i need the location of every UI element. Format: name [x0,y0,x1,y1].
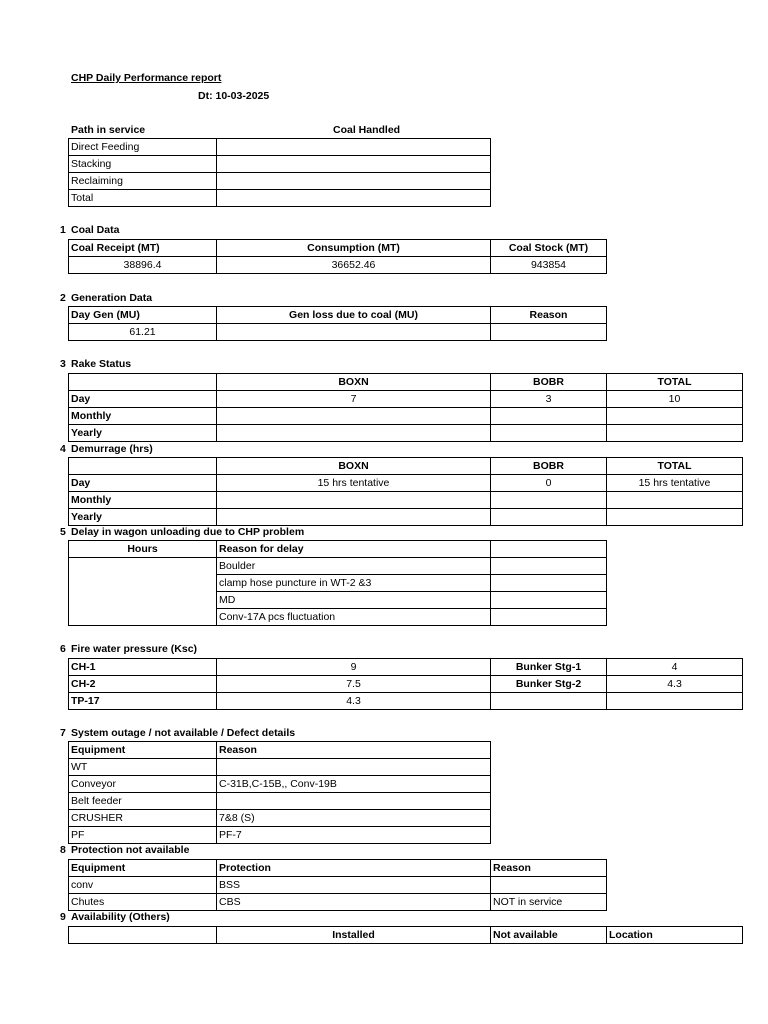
bobr-value [491,492,607,509]
section-title: Delay in wagon unloading due to CHP problem [71,526,305,538]
total-value: 10 [607,391,743,408]
path-in-service-header: Path in service [71,124,146,136]
table-header-row [69,458,743,475]
empty-cell [491,609,607,626]
row-label: Monthly [69,408,217,425]
column-header: Reason for delay [217,541,491,558]
column-header: Installed [217,927,491,944]
table-header-row [69,541,607,558]
column-header: Reason [491,860,607,877]
protection-cell: BSS [217,877,491,894]
pressure-value: 9 [217,659,491,676]
fire-water-table [68,658,743,710]
column-header: Coal Receipt (MT) [69,240,217,257]
boxn-value [217,408,491,425]
empty-cell [491,541,607,558]
row-label: Day [69,475,217,492]
empty-cell [69,458,217,475]
gen-loss-value [217,324,491,341]
table-row [69,558,607,575]
equipment-cell: Belt feeder [69,793,217,810]
section-number: 6 [60,643,66,655]
column-header: BOBR [491,374,607,391]
table-row [69,475,743,492]
row-label: Monthly [69,492,217,509]
pressure-value: 4.3 [607,676,743,693]
table-header-row [69,860,607,877]
coal-handled-cell [217,190,491,207]
row-label [491,693,607,710]
column-header: TOTAL [607,458,743,475]
reason-cell [491,877,607,894]
coal-handled-cell [217,173,491,190]
boxn-value [217,492,491,509]
reason-cell [217,793,491,810]
reason-cell [217,759,491,776]
pressure-value: 4.3 [217,693,491,710]
equipment-cell: Conveyor [69,776,217,793]
empty-cell [491,558,607,575]
bobr-value [491,425,607,442]
column-header: Gen loss due to coal (MU) [217,307,491,324]
protection-table [68,859,607,911]
table-row [69,810,491,827]
total-value [607,425,743,442]
section-number: 3 [60,358,66,370]
table-row [69,676,743,693]
equipment-cell: conv [69,877,217,894]
empty-cell [491,575,607,592]
column-header: Hours [69,541,217,558]
pressure-value: 7.5 [217,676,491,693]
bobr-value [491,509,607,526]
total-value: 15 hrs tentative [607,475,743,492]
section-title: Rake Status [71,358,132,370]
total-value [607,408,743,425]
table-row [69,408,743,425]
reason-cell: NOT in service [491,894,607,911]
column-header: Location [607,927,743,944]
equipment-cell: WT [69,759,217,776]
boxn-value [217,425,491,442]
reason-value [491,324,607,341]
coal-stock-value: 943854 [491,257,607,274]
table-row [69,509,743,526]
table-row [69,776,491,793]
section-number: 1 [60,224,66,236]
total-value [607,509,743,526]
coal-receipt-value: 38896.4 [69,257,217,274]
row-label: Day [69,391,217,408]
section-title: Coal Data [71,224,120,236]
table-row [69,793,491,810]
path-label: Reclaiming [69,173,217,190]
row-label: Yearly [69,425,217,442]
availability-table [68,926,743,944]
generation-data-table [68,306,607,341]
column-header: Protection [217,860,491,877]
report-date [198,90,269,102]
table-row [69,391,743,408]
bobr-value: 0 [491,475,607,492]
protection-cell: CBS [217,894,491,911]
consumption-value: 36652.46 [217,257,491,274]
boxn-value: 7 [217,391,491,408]
page-title: CHP Daily Performance report [71,72,222,84]
path-label: Total [69,190,217,207]
day-gen-value: 61.21 [69,324,217,341]
empty-cell [69,374,217,391]
total-value [607,492,743,509]
section-title: Demurrage (hrs) [71,443,153,455]
empty-cell [69,927,217,944]
table-header-row [69,927,743,944]
column-header: BOXN [217,374,491,391]
column-header: Day Gen (MU) [69,307,217,324]
table-row [69,894,607,911]
hours-cell [69,558,217,626]
bobr-value: 3 [491,391,607,408]
section-title: Availability (Others) [71,911,170,923]
boxn-value: 15 hrs tentative [217,475,491,492]
table-header-row [69,240,607,257]
table-row [69,759,491,776]
delay-reason: clamp hose puncture in WT-2 &3 [217,575,491,592]
section-number: 7 [60,727,66,739]
delay-reason: MD [217,592,491,609]
equipment-cell: Chutes [69,894,217,911]
row-label: Bunker Stg-1 [491,659,607,676]
system-outage-table [68,741,491,844]
table-row [69,877,607,894]
table-row [69,693,743,710]
section-title: System outage / not available / Defect details [71,727,296,739]
empty-cell [491,592,607,609]
coal-data-table [68,239,607,274]
path-label: Stacking [69,156,217,173]
table-row [69,139,491,156]
equipment-cell: CRUSHER [69,810,217,827]
section-title: Protection not available [71,844,190,856]
table-row [69,173,491,190]
delay-reason: Boulder [217,558,491,575]
table-header-row [69,742,491,759]
column-header: TOTAL [607,374,743,391]
table-row [69,324,607,341]
demurrage-table [68,457,743,526]
table-row [69,257,607,274]
table-header-row [69,307,607,324]
column-header: Equipment [69,860,217,877]
table-row [69,156,491,173]
delay-table [68,540,607,626]
column-header: BOXN [217,458,491,475]
column-header: Reason [491,307,607,324]
column-header: Equipment [69,742,217,759]
coal-handled-header: Coal Handled [333,124,401,136]
date-value: 10-03-2025 [215,90,270,102]
reason-cell: PF-7 [217,827,491,844]
table-row [69,827,491,844]
table-row [69,492,743,509]
date-label: Dt: [198,90,213,102]
section-number: 8 [60,844,66,856]
section-number: 4 [60,443,66,455]
column-header: Consumption (MT) [217,240,491,257]
table-row [69,425,743,442]
table-header-row [69,374,743,391]
column-header: Coal Stock (MT) [491,240,607,257]
section-number: 5 [60,526,66,538]
path-in-service-table [68,138,491,207]
boxn-value [217,509,491,526]
section-number: 2 [60,292,66,304]
section-title: Generation Data [71,292,153,304]
row-label: Bunker Stg-2 [491,676,607,693]
coal-handled-cell [217,139,491,156]
path-label: Direct Feeding [69,139,217,156]
bobr-value [491,408,607,425]
row-label: Yearly [69,509,217,526]
column-header: BOBR [491,458,607,475]
pressure-value [607,693,743,710]
row-label: CH-2 [69,676,217,693]
table-row [69,659,743,676]
section-title: Fire water pressure (Ksc) [71,643,198,655]
column-header: Reason [217,742,491,759]
reason-cell: C-31B,C-15B,, Conv-19B [217,776,491,793]
section-number: 9 [60,911,66,923]
row-label: CH-1 [69,659,217,676]
row-label: TP-17 [69,693,217,710]
table-row [69,190,491,207]
equipment-cell: PF [69,827,217,844]
reason-cell: 7&8 (S) [217,810,491,827]
pressure-value: 4 [607,659,743,676]
column-header: Not available [491,927,607,944]
rake-status-table [68,373,743,442]
delay-reason: Conv-17A pcs fluctuation [217,609,491,626]
coal-handled-cell [217,156,491,173]
